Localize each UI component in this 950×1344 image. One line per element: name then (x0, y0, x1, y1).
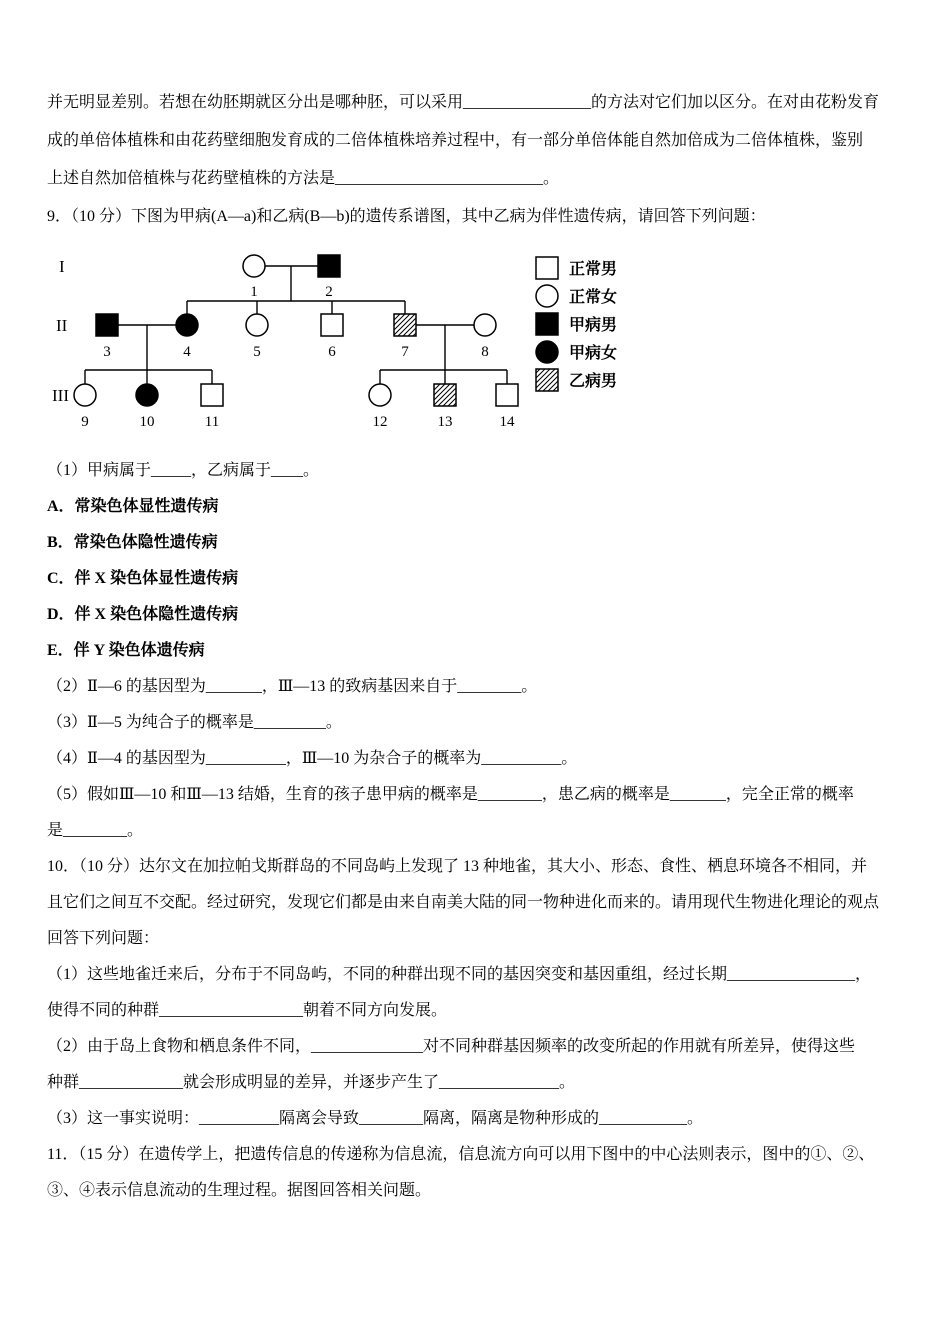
intro-paragraph (47, 84, 904, 198)
q10-part-2-line-1: （2）由于岛上食物和栖息条件不同，______________对不同种群基因频率的改变所起的作用就有所差异，使得这些 (47, 1038, 856, 1055)
q9-option-c: C．伴 X 染色体显性遗传病 (47, 570, 239, 587)
generation-label-2: II (56, 316, 68, 335)
legend-diseaseA-male-label: 甲病男 (569, 317, 618, 334)
q11-stem-line-1: 11．（15 分）在遗传学上，把遗传信息的传递称为信息流，信息流方向可以用下图中的中心法则表示，图中的①、②、 (47, 1146, 875, 1163)
q9-option-d: D．伴 X 染色体隐性遗传病 (47, 606, 239, 623)
pedigree-individual-10-diseaseA-female (136, 384, 158, 406)
legend-normal-male-label: 正常男 (569, 261, 618, 278)
pedigree-number-4: 4 (183, 344, 191, 360)
q9-part-2: （2）Ⅱ—6 的基因型为_______，Ⅲ—13 的致病基因来自于________。 (47, 678, 538, 695)
q9-part-5: （5）假如Ⅲ—10 和Ⅲ—13 结婚，生育的孩子患甲病的概率是________，患乙病的概率是_______，完全正常的概率 (47, 786, 854, 803)
pedigree-number-2: 2 (325, 284, 333, 300)
legend-normal-female-label: 正常女 (569, 289, 618, 306)
q9-option-b: B．常染色体隐性遗传病 (47, 534, 218, 551)
pedigree-svg (47, 242, 647, 438)
q11-stem-line-2: ③、④表示信息流动的生理过程。据图回答相关问题。 (47, 1182, 432, 1199)
pedigree-individual-1-normal-female (243, 255, 265, 277)
pedigree-number-10: 10 (139, 414, 155, 430)
pedigree-figure (47, 242, 904, 443)
intro-line-1: 并无明显差别。若想在幼胚期就区分出是哪种胚，可以采用________________的方法对它们加以区分。在对由花粉发育 (47, 94, 880, 111)
q10-part-3: （3）这一事实说明：__________隔离会导致________隔离，隔离是物种形成的___________。 (47, 1110, 704, 1127)
pedigree-individual-4-diseaseA-female (176, 314, 198, 336)
pedigree-number-13: 13 (437, 414, 453, 430)
pedigree-individual-12-normal-female (369, 384, 391, 406)
pedigree-number-5: 5 (253, 344, 261, 360)
pedigree-individual-3-diseaseA-male (96, 314, 118, 336)
intro-line-3: 上述自然加倍植株与花药壁植株的方法是__________________________。 (47, 170, 560, 187)
q10-part-2-line-2: 种群_____________就会形成明显的差异，并逐步产生了_______________。 (47, 1074, 576, 1091)
legend-diseaseB-male-label: 乙病男 (569, 373, 618, 390)
legend-diseaseA-female-label: 甲病女 (569, 345, 618, 362)
question-9-stem: 9．（10 分）下图为甲病(A—a)和乙病(B—b)的遗传系谱图，其中乙病为伴性遗传病，请回答下列问题： (47, 208, 766, 225)
pedigree-individual-2-diseaseA-male (318, 255, 340, 277)
q9-option-a: A．常染色体显性遗传病 (47, 498, 219, 515)
pedigree-number-11: 11 (204, 414, 220, 430)
q9-part-5-cont: 是________。 (47, 822, 144, 839)
legend-diseaseA-female-icon (536, 341, 558, 363)
legend-normal-female-icon (536, 285, 558, 307)
pedigree-number-8: 8 (481, 344, 489, 360)
q10-part-1-line-2: 使得不同的种群__________________朝着不同方向发展。 (47, 1002, 448, 1019)
pedigree-individual-9-normal-female (74, 384, 96, 406)
pedigree-number-6: 6 (328, 344, 336, 360)
pedigree-individual-14-normal-male (496, 384, 518, 406)
question-9-parts (47, 453, 904, 849)
legend-diseaseA-male-icon (536, 313, 558, 335)
q9-part-1: （1）甲病属于_____，乙病属于____。 (47, 462, 320, 479)
q10-stem-line-2: 且它们之间互不交配。经过研究，发现它们都是由来自南美大陆的同一物种进化而来的。请用现代生物进化理论的观点 (47, 894, 880, 911)
pedigree-individual-13-diseaseB-male (434, 384, 456, 406)
legend-diseaseB-male-icon (536, 369, 558, 391)
question-10 (47, 849, 904, 1137)
q10-stem-line-1: 10．（10 分）达尔文在加拉帕戈斯群岛的不同岛屿上发现了 13 种地雀，其大小、形态、食性、栖息环境各不相同，并 (47, 858, 868, 875)
q10-part-1-line-1: （1）这些地雀迁来后，分布于不同岛屿，不同的种群出现不同的基因突变和基因重组，经过长期________________， (47, 966, 872, 983)
generation-label-1: I (59, 257, 65, 276)
pedigree-legend (536, 257, 617, 391)
pedigree-number-12: 12 (372, 414, 388, 430)
pedigree-individual-11-normal-male (201, 384, 223, 406)
pedigree-number-9: 9 (81, 414, 89, 430)
q9-part-3: （3）Ⅱ—5 为纯合子的概率是_________。 (47, 714, 342, 731)
intro-line-2: 成的单倍体植株和由花药壁细胞发育成的二倍体植株培养过程中，有一部分单倍体能自然加倍成为二倍体植株，鉴别 (47, 132, 864, 149)
pedigree-number-7: 7 (401, 344, 409, 360)
generation-label-3: III (52, 386, 69, 405)
pedigree-number-1: 1 (250, 284, 258, 300)
pedigree-individual-7-diseaseB-male (394, 314, 416, 336)
question-11 (47, 1137, 904, 1209)
q9-option-e: E．伴 Y 染色体遗传病 (47, 642, 205, 659)
pedigree-number-3: 3 (103, 344, 111, 360)
legend-normal-male-icon (536, 257, 558, 279)
pedigree-individual-5-normal-female (246, 314, 268, 336)
pedigree-connectors (85, 266, 507, 384)
pedigree-individual-6-normal-male (321, 314, 343, 336)
pedigree-number-14: 14 (499, 414, 515, 430)
q9-part-4: （4）Ⅱ—4 的基因型为__________，Ⅲ—10 为杂合子的概率为__________。 (47, 750, 578, 767)
pedigree-individual-8-normal-female (474, 314, 496, 336)
q10-stem-line-3: 回答下列问题： (47, 930, 160, 947)
